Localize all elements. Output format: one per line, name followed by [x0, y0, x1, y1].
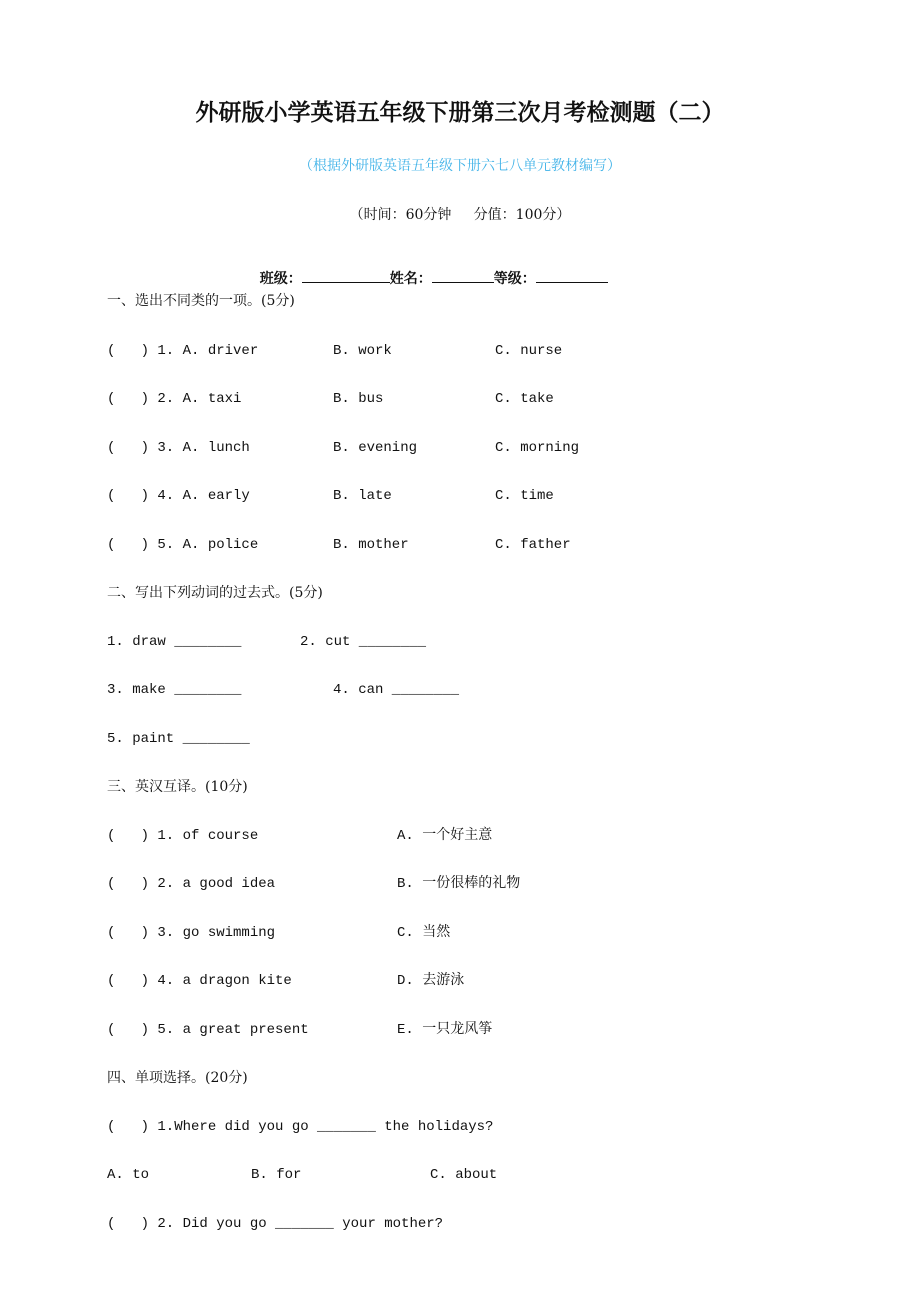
verb-item: 5. paint ________	[107, 731, 250, 747]
student-info	[250, 248, 608, 289]
verb-item: 4. can ________	[333, 682, 460, 698]
translation-option: D. 去游泳	[397, 973, 465, 989]
option-b: B. for	[251, 1167, 302, 1183]
question-item: ( ) 2. A. taxi	[107, 391, 242, 407]
section-heading: 二、写出下列动词的过去式。(5分)	[107, 585, 323, 601]
phrase-item: ( ) 4. a dragon kite	[107, 973, 292, 989]
section-heading: 四、单项选择。(20分)	[107, 1070, 248, 1086]
option-c: C. take	[495, 391, 554, 407]
translation-option: E. 一只龙风筝	[397, 1022, 493, 1038]
question-item: ( ) 2. Did you go _______ your mother?	[107, 1216, 444, 1232]
phrase-item: ( ) 2. a good idea	[107, 876, 276, 892]
question-item: ( ) 1. A. driver	[107, 343, 259, 359]
verb-item: 2. cut ________	[300, 634, 427, 650]
page-title: 外研版小学英语五年级下册第三次月考检测题（二）	[195, 100, 725, 126]
question-item: ( ) 5. A. police	[107, 537, 259, 553]
option-c: C. nurse	[495, 343, 563, 359]
option-b: B. evening	[333, 440, 418, 456]
name-label: 姓名：	[389, 271, 432, 287]
class-blank[interactable]	[302, 268, 390, 283]
translation-option: A. 一个好主意	[397, 828, 493, 844]
translation-option: B. 一份很棒的礼物	[397, 876, 521, 892]
name-blank[interactable]	[432, 268, 494, 283]
time-score: （时间：60分钟 分值：100分）	[349, 207, 571, 223]
option-c: C. father	[495, 537, 571, 553]
translation-option: C. 当然	[397, 925, 451, 941]
option-c: C. morning	[495, 440, 580, 456]
verb-item: 3. make ________	[107, 682, 242, 698]
grade-label: 等级：	[493, 271, 536, 287]
verb-item: 1. draw ________	[107, 634, 242, 650]
question-item: ( ) 1.Where did you go _______ the holidays?	[107, 1119, 494, 1135]
class-label: 班级：	[259, 271, 302, 287]
grade-blank[interactable]	[536, 268, 608, 283]
subtitle: （根据外研版英语五年级下册六七八单元教材编写）	[299, 158, 621, 174]
section-heading: 一、选出不同类的一项。(5分)	[107, 293, 295, 309]
option-c: C. time	[495, 488, 554, 504]
question-item: ( ) 4. A. early	[107, 488, 250, 504]
option-b: B. bus	[333, 391, 384, 407]
option-b: B. late	[333, 488, 392, 504]
question-item: ( ) 3. A. lunch	[107, 440, 250, 456]
option-b: B. work	[333, 343, 392, 359]
phrase-item: ( ) 5. a great present	[107, 1022, 309, 1038]
section-heading: 三、英汉互译。(10分)	[107, 779, 248, 795]
option-a: A. to	[107, 1167, 150, 1183]
option-c: C. about	[430, 1167, 498, 1183]
phrase-item: ( ) 3. go swimming	[107, 925, 276, 941]
option-b: B. mother	[333, 537, 409, 553]
phrase-item: ( ) 1. of course	[107, 828, 259, 844]
